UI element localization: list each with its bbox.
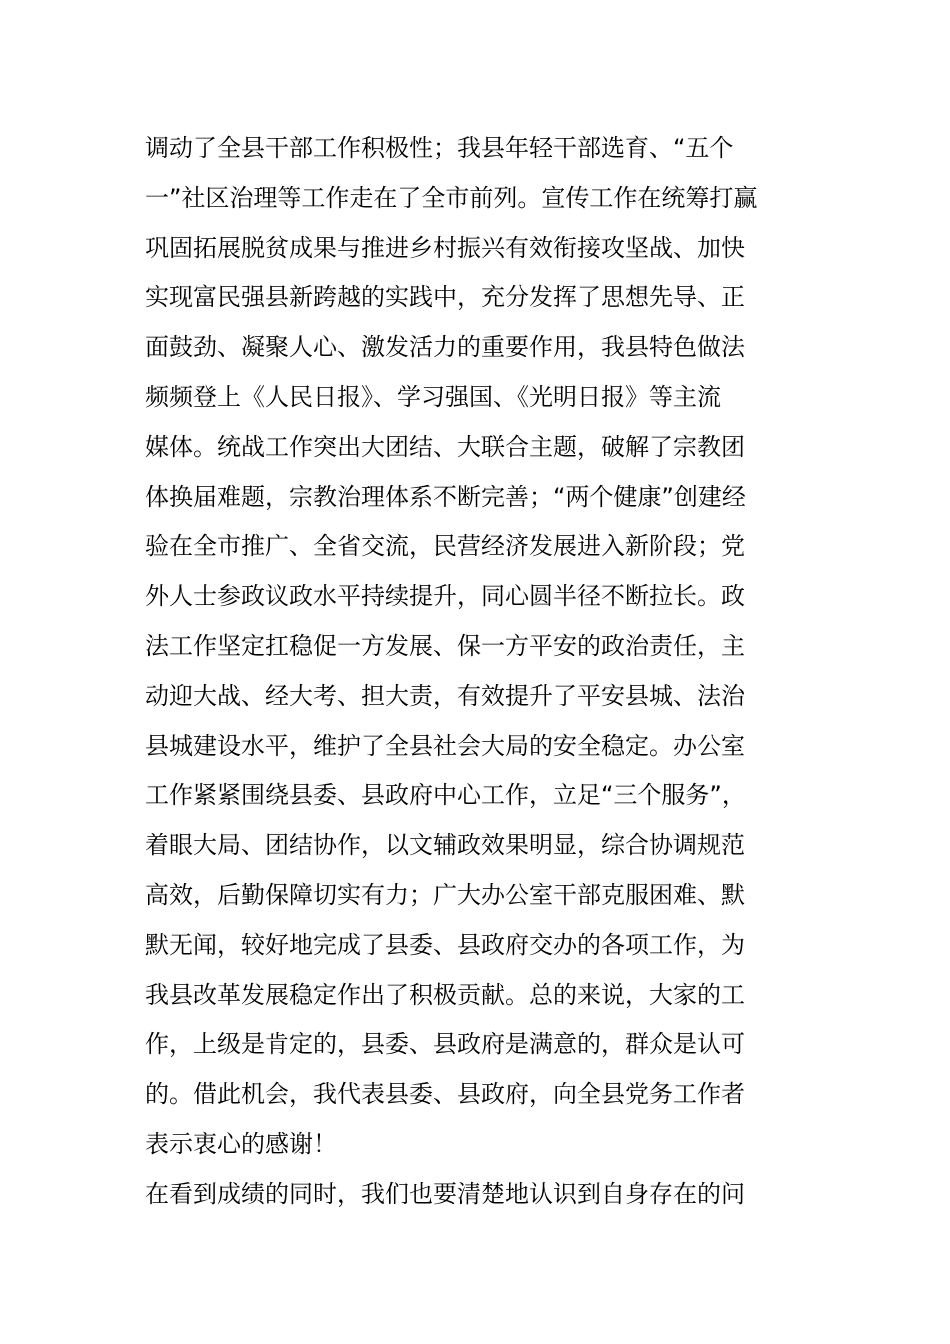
body-text xyxy=(145,124,825,1220)
text-line-15: 着眼大局、团结协作，以文辅政效果明显，综合协调规范 xyxy=(145,831,745,860)
text-line-4: 实现富民强县新跨越的实践中，充分发挥了思想先导、正 xyxy=(145,283,745,312)
text-line-17: 默无闻，较好地完成了县委、县政府交办的各项工作，为 xyxy=(145,930,745,959)
text-line-21: 表示衷心的感谢！ xyxy=(145,1129,337,1158)
text-line-19: 作，上级是肯定的，县委、县政府是满意的，群众是认可 xyxy=(145,1030,745,1059)
text-line-16: 高效，后勤保障切实有力；广大办公室干部克服困难、默 xyxy=(145,880,745,909)
text-line-14: 工作紧紧围绕县委、县政府中心工作，立足“三个服务”， xyxy=(145,781,746,810)
text-line-12: 动迎大战、经大考、担大责，有效提升了平安县城、法治 xyxy=(145,681,745,710)
text-line-20: 的。借此机会，我代表县委、县政府，向全县党务工作者 xyxy=(145,1080,745,1109)
text-line-13: 县城建设水平，维护了全县社会大局的安全稳定。办公室 xyxy=(145,731,745,760)
text-line-18: 我县改革发展稳定作出了积极贡献。总的来说，大家的工 xyxy=(145,980,745,1009)
text-line-8: 体换届难题，宗教治理体系不断完善；“两个健康”创建经 xyxy=(145,482,746,511)
text-line-10: 外人士参政议政水平持续提升，同心圆半径不断拉长。政 xyxy=(145,582,745,611)
text-line-9: 验在全市推广、全省交流，民营经济发展进入新阶段；党 xyxy=(145,532,745,561)
text-line-22: 在看到成绩的同时，我们也要清楚地认识到自身存在的问 xyxy=(145,1179,745,1208)
text-line-1: 调动了全县干部工作积极性；我县年轻干部选育、“五个 xyxy=(145,134,734,162)
text-line-6: 频频登上《人民日报》、学习强国、《光明日报》等主流 xyxy=(145,382,721,411)
text-line-11: 法工作坚定扛稳促一方发展、保一方平安的政治责任，主 xyxy=(145,631,745,660)
text-line-3: 巩固拓展脱贫成果与推进乡村振兴有效衔接攻坚战、加快 xyxy=(145,233,745,262)
text-line-5: 面鼓劲、凝聚人心、激发活力的重要作用，我县特色做法 xyxy=(145,333,745,362)
text-line-2: 一”社区治理等工作走在了全市前列。宣传工作在统筹打赢 xyxy=(145,183,758,212)
text-line-7: 媒体。统战工作突出大团结、大联合主题，破解了宗教团 xyxy=(145,432,745,461)
